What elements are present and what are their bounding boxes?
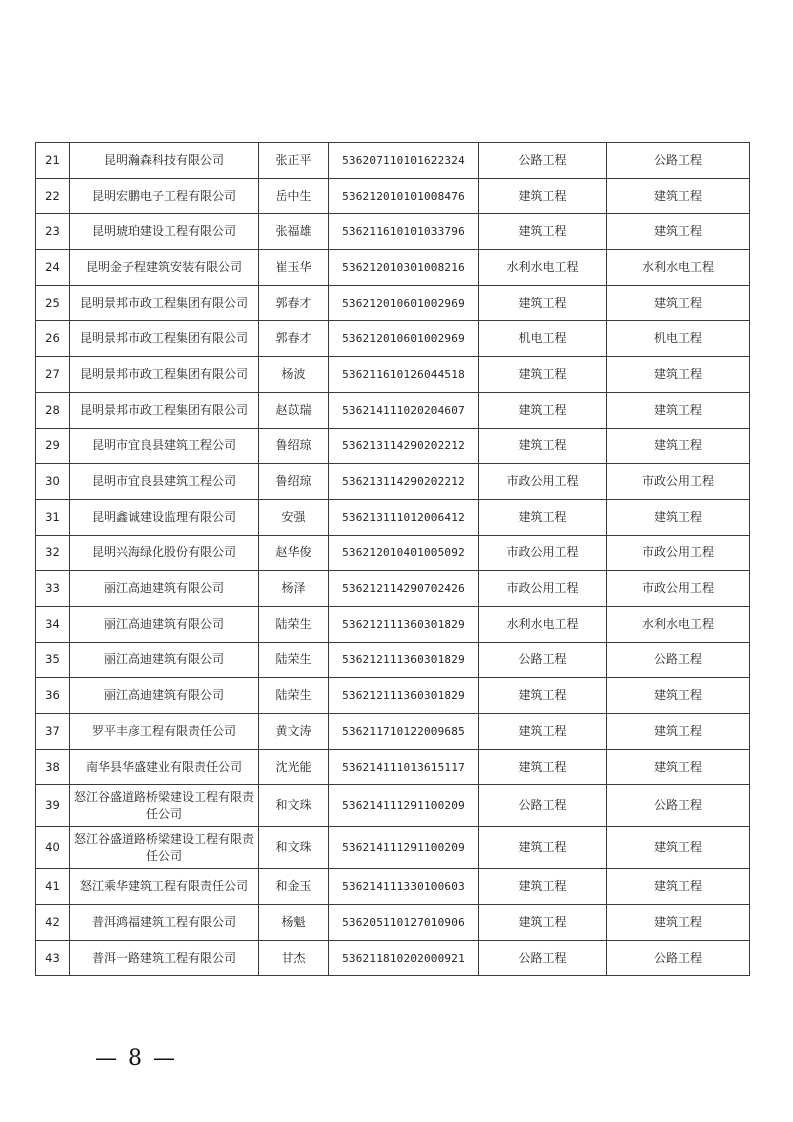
- table-row: [36, 499, 750, 535]
- person-name-cell: 赵华俊: [259, 535, 329, 571]
- certificate-number-cell: 536212010301008216: [329, 250, 479, 286]
- registered-specialty-cell: 建筑工程: [479, 678, 607, 714]
- practice-specialty-cell: 机电工程: [607, 321, 750, 357]
- company-name-cell: 丽江高迪建筑有限公司: [70, 606, 259, 642]
- practice-specialty-cell: 建筑工程: [607, 499, 750, 535]
- row-number-cell: 33: [36, 571, 70, 607]
- registered-specialty-cell: 公路工程: [479, 143, 607, 179]
- person-name-cell: 杨魁: [259, 905, 329, 941]
- person-name-cell: 郭春才: [259, 285, 329, 321]
- company-name-cell: 昆明宏鹏电子工程有限公司: [70, 178, 259, 214]
- table-row: [36, 642, 750, 678]
- person-name-cell: 甘杰: [259, 940, 329, 976]
- practice-specialty-cell: 建筑工程: [607, 714, 750, 750]
- company-name-cell: 南华县华盛建业有限责任公司: [70, 749, 259, 785]
- table-row: [36, 869, 750, 905]
- registered-specialty-cell: 市政公用工程: [479, 464, 607, 500]
- company-name-cell: 昆明金子程建筑安装有限公司: [70, 250, 259, 286]
- company-name-cell: 普洱一路建筑工程有限公司: [70, 940, 259, 976]
- registered-specialty-cell: 建筑工程: [479, 357, 607, 393]
- certificate-number-cell: 536212111360301829: [329, 606, 479, 642]
- practice-specialty-cell: 建筑工程: [607, 178, 750, 214]
- table-row: [36, 714, 750, 750]
- company-name-cell: 昆明景邦市政工程集团有限公司: [70, 392, 259, 428]
- row-number-cell: 36: [36, 678, 70, 714]
- practice-specialty-cell: 建筑工程: [607, 869, 750, 905]
- registered-specialty-cell: 建筑工程: [479, 214, 607, 250]
- person-name-cell: 赵苡瑞: [259, 392, 329, 428]
- practice-specialty-cell: 公路工程: [607, 143, 750, 179]
- row-number-cell: 25: [36, 285, 70, 321]
- certificate-number-cell: 536214111013615117: [329, 749, 479, 785]
- practice-specialty-cell: 建筑工程: [607, 678, 750, 714]
- table-row: [36, 214, 750, 250]
- certificate-number-cell: 536214111330100603: [329, 869, 479, 905]
- company-name-cell: 怒江乘华建筑工程有限责任公司: [70, 869, 259, 905]
- row-number-cell: 23: [36, 214, 70, 250]
- row-number-cell: 39: [36, 785, 70, 827]
- registered-specialty-cell: 建筑工程: [479, 749, 607, 785]
- row-number-cell: 27: [36, 357, 70, 393]
- company-name-cell: 丽江高迪建筑有限公司: [70, 678, 259, 714]
- person-name-cell: 陆荣生: [259, 606, 329, 642]
- practice-specialty-cell: 建筑工程: [607, 214, 750, 250]
- practice-specialty-cell: 建筑工程: [607, 827, 750, 869]
- table-row: [36, 285, 750, 321]
- table-row: [36, 321, 750, 357]
- person-name-cell: 鲁绍琼: [259, 428, 329, 464]
- row-number-cell: 30: [36, 464, 70, 500]
- practice-specialty-cell: 建筑工程: [607, 285, 750, 321]
- practice-specialty-cell: 市政公用工程: [607, 464, 750, 500]
- practice-specialty-cell: 建筑工程: [607, 392, 750, 428]
- person-name-cell: 张福雄: [259, 214, 329, 250]
- table-row: [36, 250, 750, 286]
- person-name-cell: 崔玉华: [259, 250, 329, 286]
- person-name-cell: 沈光能: [259, 749, 329, 785]
- page-number: — 8 —: [95, 1046, 177, 1071]
- certificate-number-cell: 536214111291100209: [329, 827, 479, 869]
- table-row: [36, 827, 750, 869]
- table-row: [36, 392, 750, 428]
- registered-specialty-cell: 机电工程: [479, 321, 607, 357]
- row-number-cell: 40: [36, 827, 70, 869]
- table-row: [36, 357, 750, 393]
- company-name-cell: 昆明景邦市政工程集团有限公司: [70, 285, 259, 321]
- certificate-number-cell: 536212114290702426: [329, 571, 479, 607]
- practice-specialty-cell: 水利水电工程: [607, 250, 750, 286]
- company-name-cell: 丽江高迪建筑有限公司: [70, 642, 259, 678]
- row-number-cell: 41: [36, 869, 70, 905]
- practice-specialty-cell: 公路工程: [607, 642, 750, 678]
- person-name-cell: 和文珠: [259, 827, 329, 869]
- person-name-cell: 杨波: [259, 357, 329, 393]
- row-number-cell: 32: [36, 535, 70, 571]
- row-number-cell: 21: [36, 143, 70, 179]
- row-number-cell: 35: [36, 642, 70, 678]
- person-name-cell: 和金玉: [259, 869, 329, 905]
- table-body: [36, 143, 750, 976]
- row-number-cell: 42: [36, 905, 70, 941]
- person-name-cell: 岳中生: [259, 178, 329, 214]
- table-row: [36, 905, 750, 941]
- practice-specialty-cell: 建筑工程: [607, 905, 750, 941]
- certificate-number-cell: 536212111360301829: [329, 642, 479, 678]
- company-name-cell: 普洱鸿福建筑工程有限公司: [70, 905, 259, 941]
- company-name-cell: 昆明市宜良县建筑工程公司: [70, 428, 259, 464]
- company-name-cell: 昆明景邦市政工程集团有限公司: [70, 357, 259, 393]
- person-name-cell: 张正平: [259, 143, 329, 179]
- table-row: [36, 571, 750, 607]
- registered-specialty-cell: 水利水电工程: [479, 250, 607, 286]
- person-name-cell: 安强: [259, 499, 329, 535]
- registered-specialty-cell: 公路工程: [479, 642, 607, 678]
- row-number-cell: 37: [36, 714, 70, 750]
- certificate-number-cell: 536212010101008476: [329, 178, 479, 214]
- table-row: [36, 464, 750, 500]
- practice-specialty-cell: 建筑工程: [607, 749, 750, 785]
- row-number-cell: 22: [36, 178, 70, 214]
- company-name-cell: 昆明瀚森科技有限公司: [70, 143, 259, 179]
- table-row: [36, 535, 750, 571]
- table-row: [36, 606, 750, 642]
- certificate-number-cell: 536211710122009685: [329, 714, 479, 750]
- table-row: [36, 143, 750, 179]
- registered-specialty-cell: 建筑工程: [479, 392, 607, 428]
- table-row: [36, 678, 750, 714]
- registered-specialty-cell: 建筑工程: [479, 827, 607, 869]
- row-number-cell: 31: [36, 499, 70, 535]
- certificate-number-cell: 536213114290202212: [329, 428, 479, 464]
- practice-specialty-cell: 市政公用工程: [607, 571, 750, 607]
- certificate-number-cell: 536213111012006412: [329, 499, 479, 535]
- registered-specialty-cell: 公路工程: [479, 785, 607, 827]
- company-name-cell: 昆明市宜良县建筑工程公司: [70, 464, 259, 500]
- registered-specialty-cell: 建筑工程: [479, 905, 607, 941]
- registered-specialty-cell: 公路工程: [479, 940, 607, 976]
- certificate-number-cell: 536212010601002969: [329, 285, 479, 321]
- practice-specialty-cell: 市政公用工程: [607, 535, 750, 571]
- certificate-number-cell: 536211810202000921: [329, 940, 479, 976]
- certificate-number-cell: 536214111291100209: [329, 785, 479, 827]
- table-row: [36, 785, 750, 827]
- person-name-cell: 陆荣生: [259, 642, 329, 678]
- practice-specialty-cell: 公路工程: [607, 940, 750, 976]
- row-number-cell: 43: [36, 940, 70, 976]
- certificate-number-cell: 536205110127010906: [329, 905, 479, 941]
- registered-specialty-cell: 建筑工程: [479, 869, 607, 905]
- person-name-cell: 鲁绍琼: [259, 464, 329, 500]
- certificate-number-cell: 536211610126044518: [329, 357, 479, 393]
- practice-specialty-cell: 公路工程: [607, 785, 750, 827]
- registered-specialty-cell: 市政公用工程: [479, 535, 607, 571]
- person-name-cell: 和文珠: [259, 785, 329, 827]
- table-row: [36, 428, 750, 464]
- registered-specialty-cell: 市政公用工程: [479, 571, 607, 607]
- certificate-number-cell: 536207110101622324: [329, 143, 479, 179]
- certificate-number-cell: 536211610101033796: [329, 214, 479, 250]
- company-name-cell: 昆明琥珀建设工程有限公司: [70, 214, 259, 250]
- registered-specialty-cell: 建筑工程: [479, 714, 607, 750]
- practice-specialty-cell: 水利水电工程: [607, 606, 750, 642]
- company-name-cell: 昆明兴海绿化股份有限公司: [70, 535, 259, 571]
- registered-specialty-cell: 水利水电工程: [479, 606, 607, 642]
- person-name-cell: 郭春才: [259, 321, 329, 357]
- certificate-number-cell: 536212010401005092: [329, 535, 479, 571]
- company-name-cell: 怒江谷盛道路桥梁建设工程有限责任公司: [70, 827, 259, 869]
- registered-specialty-cell: 建筑工程: [479, 285, 607, 321]
- certificate-number-cell: 536212010601002969: [329, 321, 479, 357]
- registered-specialty-cell: 建筑工程: [479, 499, 607, 535]
- row-number-cell: 28: [36, 392, 70, 428]
- company-name-cell: 昆明鑫诚建设监理有限公司: [70, 499, 259, 535]
- row-number-cell: 26: [36, 321, 70, 357]
- certificate-number-cell: 536214111020204607: [329, 392, 479, 428]
- company-name-cell: 怒江谷盛道路桥梁建设工程有限责任公司: [70, 785, 259, 827]
- row-number-cell: 29: [36, 428, 70, 464]
- company-name-cell: 罗平丰彦工程有限责任公司: [70, 714, 259, 750]
- registered-specialty-cell: 建筑工程: [479, 428, 607, 464]
- table-row: [36, 178, 750, 214]
- company-name-cell: 昆明景邦市政工程集团有限公司: [70, 321, 259, 357]
- row-number-cell: 24: [36, 250, 70, 286]
- person-name-cell: 黄文涛: [259, 714, 329, 750]
- table-row: [36, 749, 750, 785]
- row-number-cell: 38: [36, 749, 70, 785]
- row-number-cell: 34: [36, 606, 70, 642]
- registration-table: [35, 142, 750, 976]
- certificate-number-cell: 536212111360301829: [329, 678, 479, 714]
- table-row: [36, 940, 750, 976]
- registered-specialty-cell: 建筑工程: [479, 178, 607, 214]
- person-name-cell: 陆荣生: [259, 678, 329, 714]
- practice-specialty-cell: 建筑工程: [607, 428, 750, 464]
- practice-specialty-cell: 建筑工程: [607, 357, 750, 393]
- company-name-cell: 丽江高迪建筑有限公司: [70, 571, 259, 607]
- person-name-cell: 杨泽: [259, 571, 329, 607]
- certificate-number-cell: 536213114290202212: [329, 464, 479, 500]
